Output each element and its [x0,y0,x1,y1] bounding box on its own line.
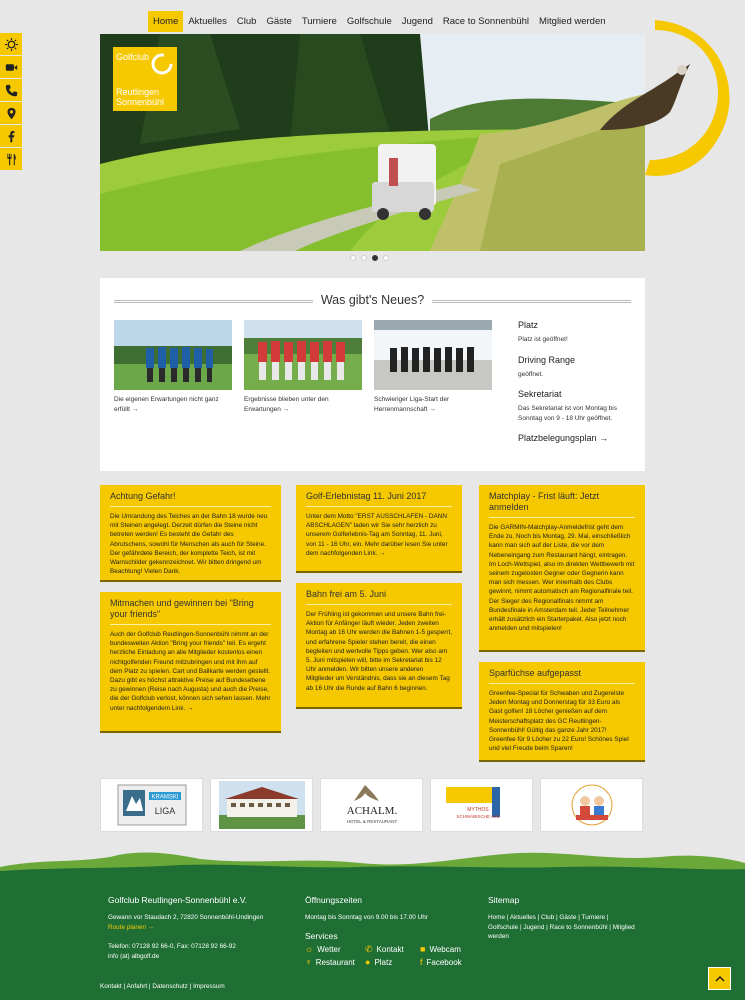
nav-gaeste[interactable]: Gäste [266,16,292,27]
video-icon[interactable] [0,56,22,78]
status-text-range: geöffnet. [518,370,544,378]
mythos-text: MYTHOS [466,807,489,813]
service-kontakt[interactable]: ✆ Kontakt [365,944,404,954]
footer-sitemap [488,895,638,942]
box-title: Achtung Gefahr! [110,491,271,507]
hotel-photo [219,781,305,829]
news-box-sparfuechse[interactable] [479,662,645,762]
news-title: Was gibt's Neues? [100,293,645,307]
route-link[interactable]: Route planen → [108,923,155,931]
restaurant-icon[interactable] [0,148,22,170]
status-panel [518,320,630,443]
nav-club[interactable]: Club [236,16,257,27]
phone-icon[interactable] [0,79,22,101]
club-logo [113,47,177,111]
legal-links[interactable]: Kontakt | Anfahrt | Datenschutz | Impressum [100,983,225,990]
footer-hours [305,895,475,949]
logo-ring-icon [149,51,175,77]
logo-line-reutlingen: Reutlingen [116,87,160,97]
hills-decoration [0,845,745,877]
sponsor-mythos-alb[interactable] [430,778,533,832]
news-box-bring-friends[interactable] [100,592,281,733]
kramski-liga-logo [117,784,187,826]
side-toolbar [0,33,22,171]
news-box-erlebnistag[interactable] [296,485,462,573]
box-text: Greenfee-Special für Schwaben und Zugereiste Jeden Montag und Donnerstag für 33 Euro als Gast golfen! 18 Löcher genießen auf dem Meisterschaftsplatz des GC Reutlingen-Sonnenbühl! Gültig das ganze Jahr 2017! Greenfee für 9 Löcher zu 22 Euro! Schönes Spiel und viel Freude beim Sparen! [489,690,629,753]
arrow-right-icon: → [429,406,436,413]
status-heading-sekretariat: Sekretariat [518,389,562,399]
achalm-text: ACHALM. [346,805,397,817]
news-box-matchplay[interactable] [479,485,645,652]
service-platz[interactable]: ● Platz [365,957,393,967]
box-title: Sparfüchse aufgepasst [489,668,635,684]
news-photo[interactable] [374,320,492,390]
slider-dot[interactable] [361,255,367,261]
alb-text: SCHWÄBISCHE ALB [455,814,500,819]
arrow-right-icon: → [131,406,139,413]
arrow-right-icon[interactable]: → [187,704,194,712]
hero-image [100,34,645,251]
sun-icon[interactable] [0,33,22,55]
news-box-bahn-frei[interactable] [296,583,462,709]
footer-address: Gewann vor Staudach 2, 72820 Sonnenbühl-Undingen [108,914,264,921]
footer [0,875,745,1000]
back-to-top-button[interactable] [708,967,731,990]
news-card[interactable] [374,320,492,415]
kramski-text: KRAMSKI [150,794,179,801]
service-facebook[interactable]: f Facebook [420,957,462,967]
main-nav [148,11,611,32]
kids-golf-logo [562,781,622,829]
box-title: Mitmachen und gewinnen bei "Bring your friends" [110,598,271,625]
box-title: Matchplay - Frist läuft: Jetzt anmelden [489,491,635,518]
sponsor-kids-golf[interactable] [540,778,643,832]
sitemap-links[interactable]: Home | Aktuelles | Club | Gäste | Turniere | Golfschule | Jugend | Race to Sonnenbühl | Mitglied werden [488,914,635,940]
nav-mitglied[interactable]: Mitglied werden [539,16,606,27]
news-photo[interactable] [244,320,362,390]
restaurant-icon: ♆ [305,957,312,967]
nav-race[interactable]: Race to Sonnenbühl [442,16,529,27]
status-heading-range: Driving Range [518,354,576,365]
nav-turniere[interactable]: Turniere [301,16,337,27]
chevron-up-icon [714,973,726,985]
facebook-icon[interactable] [0,125,22,147]
sun-eagle-decoration [600,20,745,190]
news-section [100,278,645,471]
service-webcam[interactable]: ■ Webcam [420,944,461,954]
arrow-right-icon[interactable]: → [379,549,386,557]
slider-dot-active[interactable] [372,255,378,261]
box-text: Die Umrandung des Teiches an der Bahn 18 wurde neu mit Steinen angelegt. Derzeit dürfen die Steine nicht betreten werden! Es besteht die Gefahr des Abrutschens, sowohl für Menschen als auch für Steine. Der gefährdete Bereich, der komplette Teich, ist mit Warnschilder gekennzeichnet. Wir bitten dringend um Beachtung! Vielen Dank. [110,513,268,576]
box-text: Auch der Golfclub Reutlingen-Sonnenbühl nimmt an der bundesweiten Aktion "Bring your friends" teil. Es ergeht herzliche Einladung an alle Mitglieder kostenlos einen nichtgolfenden Freund mitzubringen und mit ihm auf dem Platz zu spielen. Cart und Ballkarte werden gestellt. Dazu gibt es höchst attraktive Preise auf Bundesebene zu gewinnen (Reise nach Augusta) und auch die Preise, die der Golfclub verlost, können sich sehen lassen. Mehr unter nachfolgendem Link. → [110,631,271,712]
news-card[interactable] [114,320,232,415]
footer-phone: Telefon: 07128 92 66-0, Fax: 07128 92 66-92 [108,943,236,950]
service-restaurant[interactable]: ♆ Restaurant [305,957,355,967]
sponsor-achalm[interactable] [320,778,423,832]
news-box-gefahr[interactable] [100,485,281,582]
box-text: Unter dem Motto "ERST AUSSCHLAFEN - DANN ABSCHLAGEN" laden wir Sie sehr herzlich zu unserem Golferlebnis-Tag am Sonntag, 11. Juni, von 11 - 16 Uhr, ein. Mehr darüber lesen Sie unter dem nachfolgenden Link. → [306,513,448,557]
slider-dots [350,255,389,261]
platzbelegungsplan-link[interactable]: Platzbelegungsplan → [518,433,609,443]
sitemap-title: Sitemap [488,895,520,905]
liga-text: LIGA [154,806,175,816]
footer-club-name: Golfclub Reutlingen-Sonnenbühl e.V. [108,895,248,905]
mythos-alb-logo [442,781,522,829]
nav-aktuelles[interactable]: Aktuelles [188,16,227,27]
sponsor-kramski-liga[interactable] [100,778,203,832]
slider-dot[interactable] [350,255,356,261]
arrow-right-icon: → [282,406,290,413]
map-pin-icon[interactable] [0,102,22,124]
achalm-logo [327,781,417,829]
footer-email[interactable]: info (at) albgolf.de [108,952,160,960]
status-text-sekretariat: Das Sekretariat ist von Montag bis Sonntag von 9 - 18 Uhr geöffnet. [518,405,617,422]
logo-line-golfclub: Golfclub [116,52,150,62]
nav-jugend[interactable]: Jugend [401,16,433,27]
box-text: Die GARMIN-Matchplay-Anmeldefrist geht dem Ende zu. Noch bis Montag, 29. Mai, einschließlich kann man sich auf der Liste, die vor dem Nebeneingang zum Restaurant hängt, eintragen. Im Loch-Wettspiel, also im direkten Wettbewerb mit seinem zugelosten Gegner oder Gegnerin kann man sich messen. Wer innerhalb des Clubs gewinnt, nimmt automatisch am Regionalfinale teil. Der Sieger des Regionalfinals nimmt am Bundesfinale in Amsterdam teil. Jeder Teilnehmer erhält zusätzlich ein Starterpaket. Also jetzt noch anmelden und mitspielen! [489,524,635,633]
news-card[interactable] [244,320,362,415]
news-caption[interactable]: Schwieriger Liga-Start der Herrenmannschaft → [374,396,450,413]
nav-home[interactable]: Home [148,11,183,32]
news-caption[interactable]: Ergebnisse blieben unter den Erwartungen → [244,396,329,413]
news-photo[interactable] [114,320,232,390]
services-title: Services [305,930,338,941]
map-pin-icon: ● [365,957,371,967]
box-title: Bahn frei am 5. Juni [306,589,452,605]
hero-slider[interactable] [100,34,645,251]
nav-golfschule[interactable]: Golfschule [346,16,392,27]
hours-text: Montag bis Sonntag von 9.00 bis 17.00 Uhr [305,914,428,921]
service-wetter[interactable]: ☼ Wetter [305,944,341,954]
slider-dot[interactable] [383,255,389,261]
sponsor-hotel[interactable] [210,778,313,832]
arrow-right-icon: → [599,433,609,443]
box-title: Golf-Erlebnistag 11. Juni 2017 [306,491,452,507]
status-text-platz: Platz ist geöffnet! [518,336,568,343]
sun-icon: ☼ [305,944,314,954]
logo-line-sonnenbuehl: Sonnenbühl [116,97,165,107]
footer-contact [108,895,288,961]
hours-title: Öffnungszeiten [305,895,363,905]
phone-icon: ✆ [365,944,373,954]
video-icon: ■ [420,944,426,954]
box-text: Der Frühling ist gekommen und unsere Bahn frei-Aktion für Anfänger läuft wieder. Jeden zweiten Montag ab 16 Uhr werden die Bahnen 1-5 gesperrt, und erfahrene Spieler stehen bereit, die einen begleiten und wertvolle Tipps geben. Wer also am 5. Juni mitspielen will, bitte im Sekretariat bis 12 Uhr anmelden. Wir bitten unsere anderen Mitglieder um Verständnis, dass sie an diesem Tag ab 16 Uhr die Runde auf Bahn 6 beginnen. [306,611,453,692]
status-heading-platz: Platz [518,320,539,330]
facebook-icon: f [420,957,423,967]
achalm-subtext: HOTEL & RESTAURANT [346,819,397,824]
news-caption[interactable]: Die eigenen Erwartungen nicht ganz erfüllt → [114,396,219,413]
